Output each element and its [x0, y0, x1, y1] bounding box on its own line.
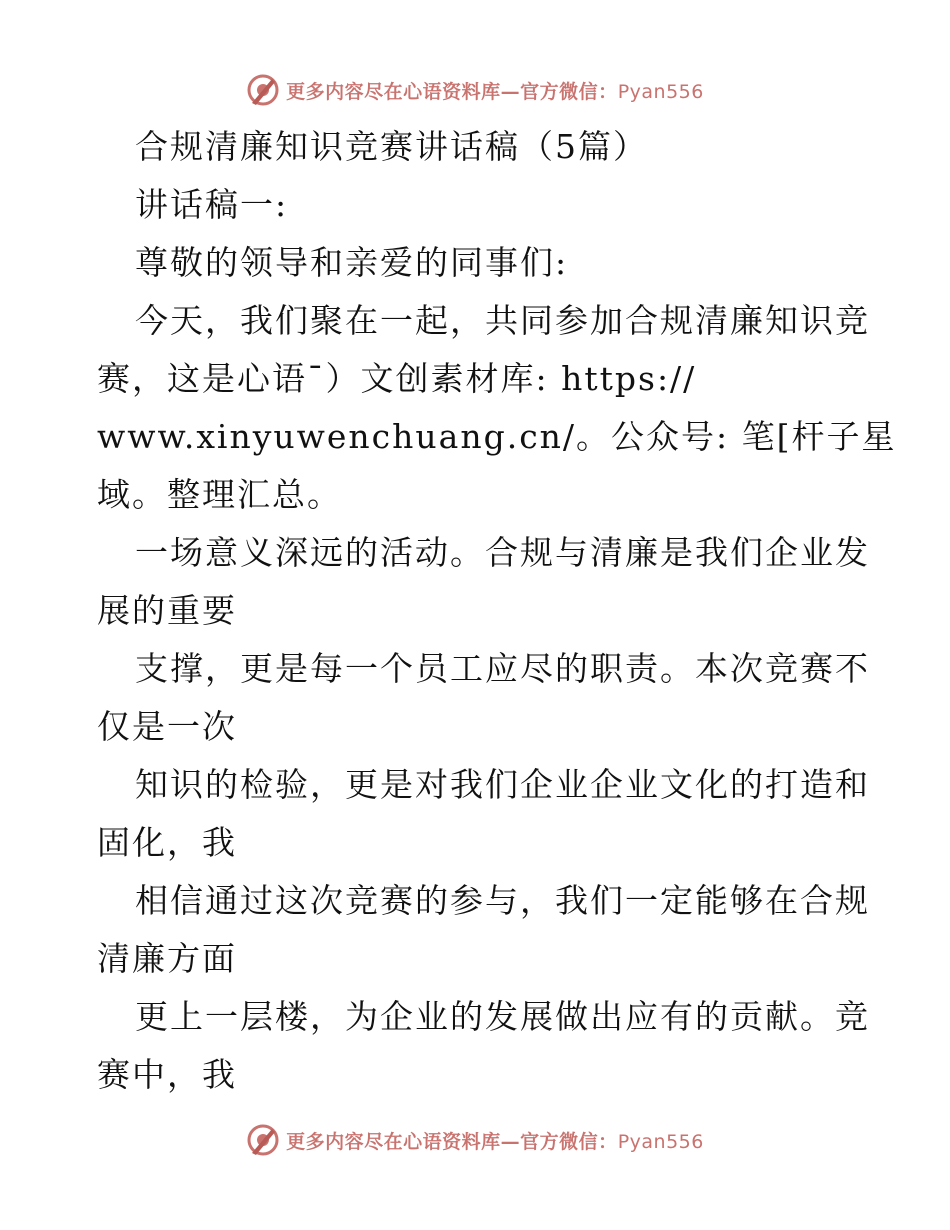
salutation: 尊敬的领导和亲爱的同事们: — [135, 243, 569, 282]
paragraph-line: 今天，我们聚在一起，共同参加合规清廉知识竞 — [135, 301, 870, 340]
paragraph-line: 赛，这是心语¯）文创素材库: https:// — [97, 359, 697, 398]
paragraph-line: 清廉方面 — [97, 939, 237, 978]
paragraph-line: 仅是一次 — [97, 707, 237, 746]
paragraph-line: 更上一层楼，为企业的发展做出应有的贡献。竞 — [135, 997, 870, 1036]
watermark-text: 更多内容尽在心语资料库—官方微信：Pyan556 — [286, 1130, 704, 1153]
paragraph-line: 固化，我 — [97, 823, 237, 862]
watermark-text: 更多内容尽在心语资料库—官方微信：Pyan556 — [286, 80, 704, 103]
paragraph-line: 知识的检验，更是对我们企业企业文化的打造和 — [135, 765, 870, 804]
quill-seal-icon — [246, 1123, 280, 1157]
document-body — [97, 118, 897, 1104]
paragraph-line: 支撑，更是每一个员工应尽的职责。本次竞赛不 — [135, 649, 870, 688]
paragraph-line: 赛中，我 — [97, 1055, 237, 1094]
paragraph-line: 一场意义深远的活动。合规与清廉是我们企业发 — [135, 533, 870, 572]
paragraph-line: 域。整理汇总。 — [97, 475, 342, 514]
paragraph-line: 相信通过这次竞赛的参与，我们一定能够在合规 — [135, 881, 870, 920]
section-heading: 讲话稿一: — [135, 185, 289, 224]
document-title: 合规清廉知识竞赛讲话稿（5篇） — [135, 127, 648, 166]
header-watermark — [0, 70, 950, 110]
paragraph-line: www.xinyuwenchuang.cn/。公众号: 笔[杆子星 — [97, 417, 897, 456]
quill-seal-icon — [246, 73, 280, 107]
paragraph-line: 展的重要 — [97, 591, 237, 630]
footer-watermark — [0, 1120, 950, 1160]
